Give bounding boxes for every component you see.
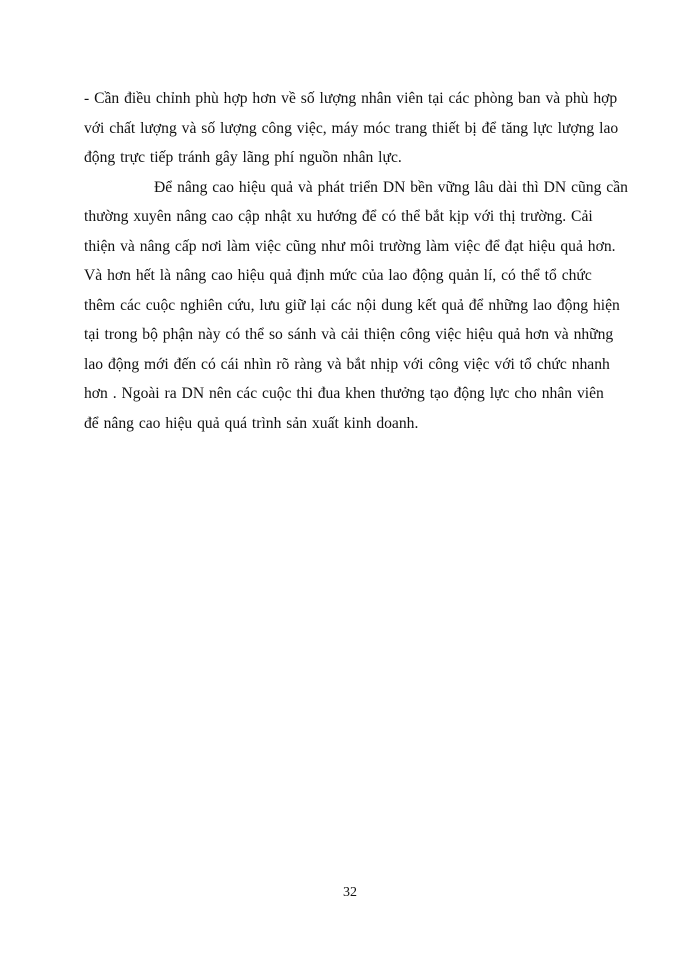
text-line: lao động mới đến có cái nhìn rõ ràng và bắt nhịp với công việc với tổ chức nhanh [84, 355, 610, 373]
body-text [84, 84, 630, 438]
text-line: với chất lượng và số lượng công việc, máy móc trang thiết bị để tăng lực lượng lao [84, 119, 619, 137]
paragraph-recommendation [84, 84, 630, 173]
text-line: Và hơn hết là nâng cao hiệu quả định mức của lao động quản lí, có thể tổ chức [84, 267, 592, 284]
text-line: Để nâng cao hiệu quả và phát triển DN bền vững lâu dài thì DN cũng cần [154, 178, 628, 196]
page-number: 32 [343, 885, 357, 900]
text-line: thêm các cuộc nghiên cứu, lưu giữ lại các nội dung kết quả để những lao động hiện [84, 296, 620, 314]
text-line: - Cần điều chỉnh phù hợp hơn về số lượng nhân viên tại các phòng ban và phù hợp [84, 90, 618, 107]
text-line: thường xuyên nâng cao cập nhật xu hướng để có thể bắt kịp với thị trường. Cải [84, 208, 593, 225]
text-line: để nâng cao hiệu quả quá trình sản xuất kinh doanh. [84, 414, 419, 432]
text-line: tại trong bộ phận này có thể so sánh và cải thiện công việc hiệu quả hơn và những [84, 326, 614, 343]
text-line: thiện và nâng cấp nơi làm việc cũng như môi trường làm việc để đạt hiệu quả hơn. [84, 237, 616, 255]
paragraph-conclusion [84, 173, 630, 439]
text-line: động trực tiếp tránh gây lãng phí nguồn nhân lực. [84, 149, 402, 166]
text-line: hơn . Ngoài ra DN nên các cuộc thi đua khen thưởng tạo động lực cho nhân viên [84, 385, 604, 402]
